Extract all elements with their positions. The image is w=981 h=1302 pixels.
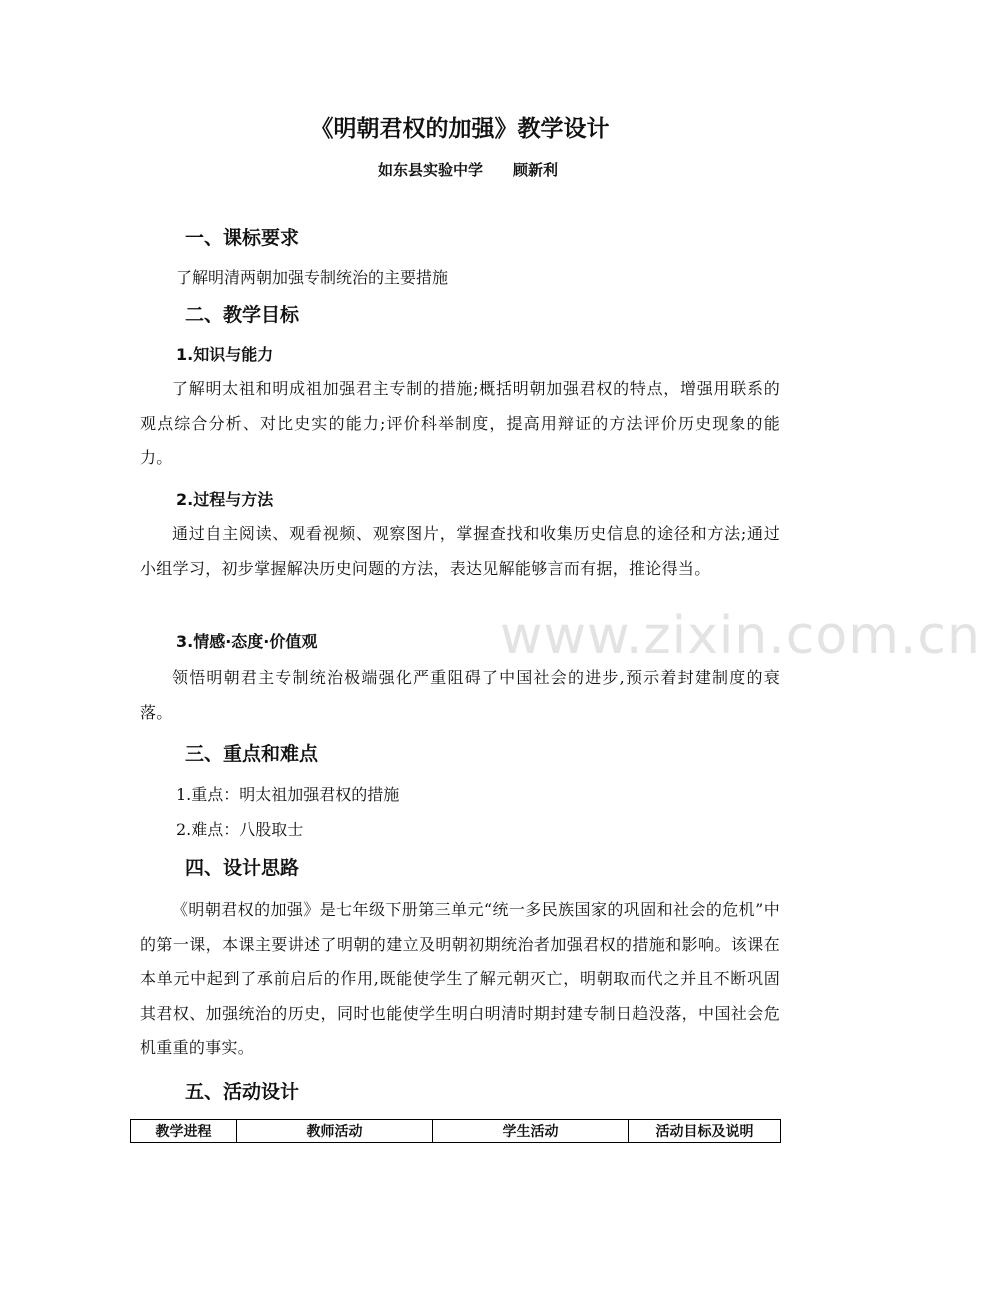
column-header-teacher-activity: 教师活动 [237, 1120, 433, 1143]
objective-process-text: 通过自主阅读、观看视频、观察图片，掌握查找和收集历史信息的途径和方法;通过小组学习，初步掌握解决历史问题的方法，表达见解能够言而有据，推论得当。 [140, 524, 780, 578]
column-header-teaching-process: 教学进程 [131, 1120, 237, 1143]
curriculum-text: 了解明清两朝加强专制统治的主要措施 [176, 268, 449, 287]
objective-values-heading: 3.情感·态度·价值观 [176, 632, 318, 651]
section-heading-design-idea: 四、设计思路 [185, 857, 300, 879]
author-name: 顾新利 [513, 161, 559, 179]
key-point-text: 1.重点：明太祖加强君权的措施 [176, 785, 400, 804]
objective-values-text: 领悟明朝君主专制统治极端强化严重阻碍了中国社会的进步,预示着封建制度的衰落。 [140, 668, 780, 722]
section-heading-objectives: 二、教学目标 [185, 304, 300, 326]
column-header-student-activity: 学生活动 [433, 1120, 629, 1143]
table-header-row [131, 1120, 781, 1143]
section-heading-activity-design: 五、活动设计 [185, 1081, 300, 1103]
difficulty-text: 2.难点：八股取士 [176, 820, 304, 839]
section-heading-curriculum: 一、课标要求 [185, 227, 300, 249]
byline [378, 158, 558, 182]
school-name: 如东县实验中学 [378, 161, 484, 179]
objective-process-heading: 2.过程与方法 [176, 490, 274, 509]
design-idea-text: 《明朝君权的加强》是七年级下册第三单元“统一多民族国家的巩固和社会的危机”中的第一课，本课主要讲述了明朝的建立及明朝初期统治者加强君权的措施和影响。该课在本单元中起到了承前启后的作用,既能使学生了解元朝灭亡，明朝取而代之并且不断巩固其君权、加强统治的历史，同时也能使学生明白明清时期封建专制日趋没落，中国社会危机重重的事实。 [140, 900, 780, 1057]
objective-knowledge-heading: 1.知识与能力 [176, 345, 274, 364]
column-header-activity-goal: 活动目标及说明 [629, 1120, 781, 1143]
site-watermark: www.zixin.com.cn [500, 606, 981, 666]
document-title: 《明朝君权的加强》教学设计 [310, 116, 610, 142]
section-heading-key-points: 三、重点和难点 [185, 743, 319, 765]
objective-knowledge-text: 了解明太祖和明成祖加强君主专制的措施;概括明朝加强君权的特点，增强用联系的观点综合分析、对比史实的能力;评价科举制度，提高用辩证的方法评价历史现象的能力。 [140, 379, 780, 467]
activity-table [130, 1119, 781, 1143]
